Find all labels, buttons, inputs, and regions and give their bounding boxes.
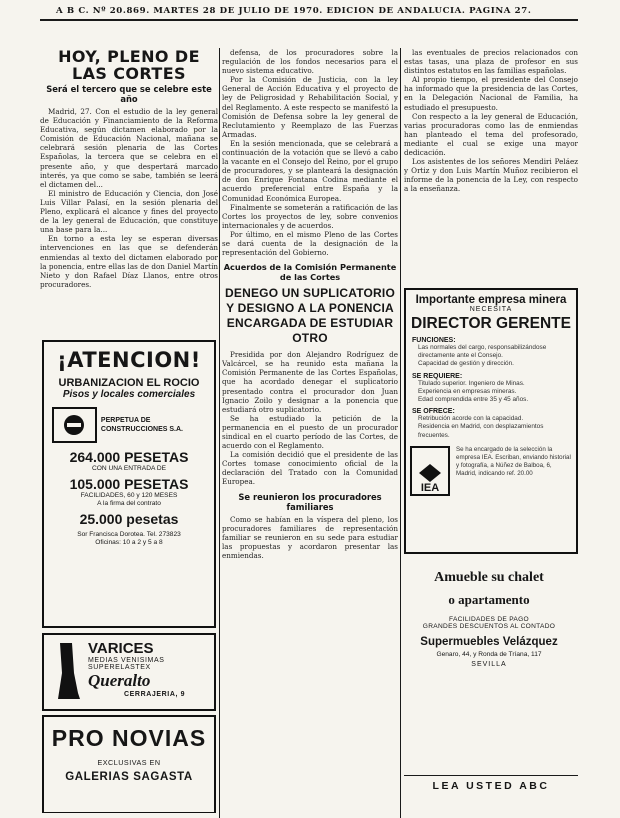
column-3 bbox=[404, 48, 578, 813]
article-body bbox=[222, 515, 398, 560]
ad-line: EXCLUSIVAS EN bbox=[97, 758, 161, 767]
paragraph: Se ha estudiado la petición de la permanencia en el puesto de un procurador sindical en el cuarto período de las Cortes, de acuerdo con el Reglamento. bbox=[222, 413, 398, 451]
ad-address: CERRAJERIA, 9 bbox=[124, 691, 186, 698]
brand-name: Queralto bbox=[88, 671, 151, 690]
ad-item: Titulado superior. Ingeniero de Minas. bbox=[418, 379, 525, 387]
company-logo-icon bbox=[52, 407, 97, 443]
article-headline: DENEGO UN SUPLICATORIO Y DESIGNO A LA PONENCIA ENCARGADA DE ESTUDIAR OTRO bbox=[225, 286, 395, 346]
ad-pro-novias bbox=[42, 715, 216, 813]
ad-urbanizacion bbox=[42, 340, 216, 628]
ad-line: FACILIDADES DE PAGO bbox=[449, 616, 529, 623]
ad-line: GRANDES DESCUENTOS AL CONTADO bbox=[422, 623, 556, 630]
ad-item: Residencia en Madrid, con desplazamientos frecuentes. bbox=[418, 423, 544, 439]
paragraph: Madrid, 27. Con el estudio de la ley general de Educación y Financiamiento de la Reforma Educativa, según dictamen elaborado por la Comisión de Educación Nacional, mañana se celebrará sesión plenaria de las Cortes Españolas, la tercera que se celebra en el presente año, y que despertará marcado interés, ya que como se sabe, también se leerá el dictamen del... bbox=[40, 107, 218, 189]
paragraph: defensa, de los procuradores sobre la regulación de los fondos necesarios para el nuevo sistema educativo. bbox=[222, 48, 398, 76]
column-2 bbox=[222, 48, 398, 813]
ad-title: Amueble su chalet bbox=[434, 570, 544, 585]
ad-section: SE REQUIERE: bbox=[412, 372, 463, 380]
lea-abc-slogan: LEA USTED ABC bbox=[432, 780, 550, 792]
ad-info: Oficinas: 10 a 2 y 5 a 8 bbox=[95, 539, 163, 546]
iea-block bbox=[410, 446, 572, 496]
paragraph: Los asistentes de los señores Mendiri Peláez y Ortiz y don Luis Martín Muñoz recibieron el informe de la ponencia de la Ley, con respecto a la enseñanza. bbox=[404, 157, 578, 194]
paragraph: En torno a esta ley se esperan diversas intervenciones en las que se defenderán enmiendas al texto del dictamen elaborado por la ponencia, entre ellas las de don Daniel Martín Nieto y don Rafael Díaz Llanos, entre otros procuradores. bbox=[40, 234, 218, 289]
ad-line: CON UNA ENTRADA DE bbox=[91, 465, 166, 472]
column-1 bbox=[40, 48, 218, 813]
leg-icon bbox=[50, 643, 84, 701]
paragraph: Con respecto a la ley general de Educación, varias procuradoras como las de enmiendas han planteado el tema del profesorado, mediante el cual se exige una mayor dedicación. bbox=[404, 111, 578, 158]
article-body bbox=[222, 350, 398, 486]
section-heading: Se reunieron los procuradores familiares bbox=[238, 491, 382, 512]
paragraph: las eventuales de precios relacionados con estas tasas, una plaza de profesor en sus distintos estatutos en las familias españolas. bbox=[404, 48, 578, 76]
paragraph: El ministro de Educación y Ciencia, don José Luis Villar Palasí, en la sesión plenaria del Pleno, explicará el alcance y fines del proyecto de la ley general de Educación, que constituye una base para la... bbox=[40, 188, 218, 235]
job-title: DIRECTOR GERENTE bbox=[411, 315, 571, 332]
ad-line: FACILIDADES, 60 y 120 MESES bbox=[80, 491, 178, 499]
ad-contact: Se ha encargado de la selección la empresa IEA. Escriban, enviando historial y fotografía, a Núñez de Balboa, 6, Madrid, indicando ref. 20.00 bbox=[456, 445, 571, 477]
price: 264.000 PESETAS bbox=[69, 449, 189, 465]
paragraph: Por la Comisión de Justicia, con la ley General de Acción Educativa y el proyecto de ley de Peligrosidad y Rehabilitación Social, y del Reglamento. A este respecto se manifestó la Comisión de Defensa sobre la ley general de Reclutamiento y Reemplazo de las Fuerzas Armadas. bbox=[222, 75, 398, 139]
ad-address: Sor Francisca Dorotea. Tel. 273823 bbox=[77, 530, 181, 538]
ad-item: Capacidad de gestión y dirección. bbox=[418, 360, 514, 368]
shop-name: GALERIAS SAGASTA bbox=[65, 771, 193, 783]
iea-logo-icon bbox=[410, 446, 450, 496]
shop-name: Supermuebles Velázquez bbox=[420, 636, 558, 648]
ad-item: Las normales del cargo, responsabilizándose directamente ante el Consejo. bbox=[418, 344, 547, 360]
price: 105.000 PESETAS bbox=[69, 475, 189, 492]
ad-address: Genaro, 44, y Ronda de Tríana, 117 bbox=[436, 651, 542, 658]
column-divider bbox=[219, 48, 220, 818]
masthead: A B C. Nº 20.869. MARTES 28 DE JULIO DE 1970. EDICION DE ANDALUCIA. PAGINA 27. bbox=[56, 6, 532, 16]
ad-city: SEVILLA bbox=[471, 661, 507, 668]
ad-line: Pisos y locales comerciales bbox=[62, 389, 196, 400]
ad-title: Importante empresa minera bbox=[415, 294, 567, 306]
ad-section: SE OFRECE: bbox=[412, 408, 455, 416]
ad-varices bbox=[42, 633, 216, 711]
ad-line: A la firma del contrato bbox=[97, 500, 161, 507]
ad-director-gerente bbox=[404, 288, 578, 554]
price: 25.000 pesetas bbox=[79, 510, 179, 527]
subheadline: Será el tercero que se celebre este año bbox=[46, 84, 212, 104]
section-heading: Acuerdos de la Comisión Permanente de las Cortes bbox=[223, 262, 397, 283]
ad-item: Experiencia en empresas mineras. bbox=[418, 387, 517, 395]
ad-supermuebles bbox=[404, 560, 574, 808]
iea-logo-text: IEA bbox=[420, 481, 440, 494]
article-body bbox=[222, 48, 398, 257]
article-body bbox=[404, 48, 578, 194]
ad-line: MEDIAS VENISIMAS SUPERELASTEX bbox=[88, 657, 165, 671]
ad-subtitle: o apartamento bbox=[448, 592, 530, 607]
ad-item: Edad comprendida entre 35 y 45 años. bbox=[418, 396, 529, 404]
paragraph: Por último, en el mismo Pleno de las Cortes se dará cuenta de la designación de la representación del Gobierno. bbox=[222, 229, 398, 258]
article-body bbox=[40, 107, 218, 289]
divider bbox=[404, 775, 578, 776]
ad-item: Retribución acorde con la capacidad. bbox=[418, 415, 524, 423]
ad-title: PRO NOVIAS bbox=[51, 725, 207, 751]
headline: HOY, PLENO DE LAS CORTES bbox=[58, 48, 200, 83]
ad-title: VARICES bbox=[88, 640, 154, 657]
ad-title: ¡ATENCION! bbox=[57, 348, 201, 372]
paragraph: Presidida por don Alejandro Rodríguez de Valcárcel, se ha reunido esta mañana la Comisión Permanente de las Cortes Españolas, que ha acordado denegar el suplicatorio presentado contra el procurador don Juan Ignacio Zoilo y designar a la ponencia que estudiará otro suplicatorio. bbox=[222, 350, 398, 414]
column-divider bbox=[400, 48, 401, 818]
ad-section: FUNCIONES: bbox=[412, 337, 456, 344]
company-block bbox=[52, 407, 206, 443]
ad-line: NECESITA bbox=[469, 306, 513, 313]
paragraph: En la sesión mencionada, que se celebrará a continuación de la votación que se llevó a cabo la vacante en el Consejo del Reino, por el grupo de procuradores, y se planteará la designación de don Enrique Fontana Codina mediante el acuerdo preferencial entre España y la Comunidad Económica Europea. bbox=[222, 138, 398, 203]
masthead-rule bbox=[40, 19, 578, 21]
paragraph: Al propio tiempo, el presidente del Consejo ha informado que la presidencia de las Cortes, en la Delegación Nacional de Familia, ha estudiado el presupuesto. bbox=[404, 75, 578, 112]
paragraph: La comisión decidió que el presidente de las Cortes tomase conocimiento oficial de la declaración del Tratado con la Comunidad Europea. bbox=[222, 450, 398, 487]
company-name: PERPETUA DE CONSTRUCCIONES S.A. bbox=[100, 417, 183, 433]
ad-line: URBANIZACION EL ROCIO bbox=[58, 377, 200, 389]
paragraph: Como se habían en la víspera del pleno, los procuradores familiares de representación familiar se reunieron en su sede para estudiar las propuestas y acordaron presentar las enmiendas. bbox=[222, 514, 398, 560]
paragraph: Finalmente se someterán a ratificación de las Cortes los proyectos de ley, sobre convenios internacionales y de acuerdos. bbox=[222, 202, 398, 230]
